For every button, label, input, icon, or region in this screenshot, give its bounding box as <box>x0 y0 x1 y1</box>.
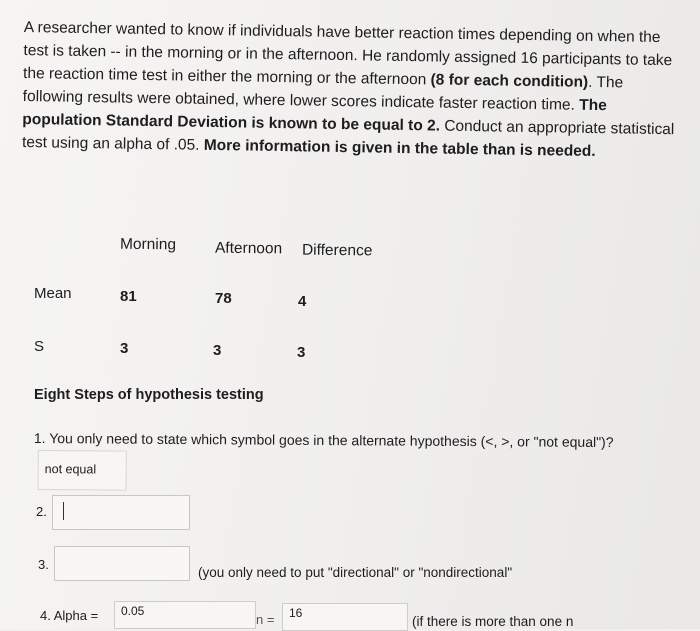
cell-s-morning: 3 <box>120 340 129 357</box>
n-input[interactable]: 16 <box>282 603 408 631</box>
problem-mid2: Conduct an appropriate statistical test using an alpha of .05. <box>21 117 675 154</box>
problem-statement <box>22 16 686 164</box>
header-morning: Morning <box>119 235 177 254</box>
header-afternoon: Afternoon <box>214 239 283 258</box>
question-1-answer-box[interactable]: not equal <box>38 450 128 491</box>
problem-bold-note: More information is given in the table than is needed. <box>203 136 596 160</box>
n-label: n = <box>256 612 275 627</box>
cell-mean-afternoon: 78 <box>215 290 232 307</box>
problem-mid: . The following results were obtained, where lower scores indicate faster reaction time. <box>22 73 624 114</box>
question-2-input[interactable] <box>52 495 190 530</box>
problem-intro: A researcher wanted to know if individuals have better reaction times depending on when the test is taken -- in the morning or in the afternoon. He randomly assigned 16 participants to take the reaction time test in either the morning or the afternoon <box>22 18 673 89</box>
cell-mean-morning: 81 <box>120 288 137 305</box>
problem-bold-conditions: (8 for each condition) <box>430 71 589 91</box>
n-note: (if there is more than one n <box>412 614 574 629</box>
question-3-input[interactable] <box>54 546 190 581</box>
text-caret <box>63 502 64 520</box>
problem-bold-sd: The population Standard Deviation is known to be equal to 2. <box>22 96 607 135</box>
row-label-s: S <box>34 338 45 355</box>
cell-s-difference: 3 <box>297 344 306 361</box>
question-1 <box>34 426 654 494</box>
alpha-input[interactable]: 0.05 <box>114 601 256 629</box>
cell-s-afternoon: 3 <box>213 342 222 359</box>
question-1-text: 1. You only need to state which symbol goes in the alternate hypothesis (<, >, or "not equal")? <box>33 429 614 451</box>
cell-mean-difference: 4 <box>298 293 307 310</box>
header-difference: Difference <box>301 241 373 260</box>
steps-title: Eight Steps of hypothesis testing <box>34 387 264 403</box>
question-3-note: (you only need to put "directional" or "nondirectional" <box>198 565 513 580</box>
row-label-mean: Mean <box>34 285 72 302</box>
question-3-label: 3. <box>38 557 49 572</box>
question-4-alpha-label: 4. Alpha = <box>40 608 99 623</box>
question-2-label: 2. <box>36 504 47 519</box>
